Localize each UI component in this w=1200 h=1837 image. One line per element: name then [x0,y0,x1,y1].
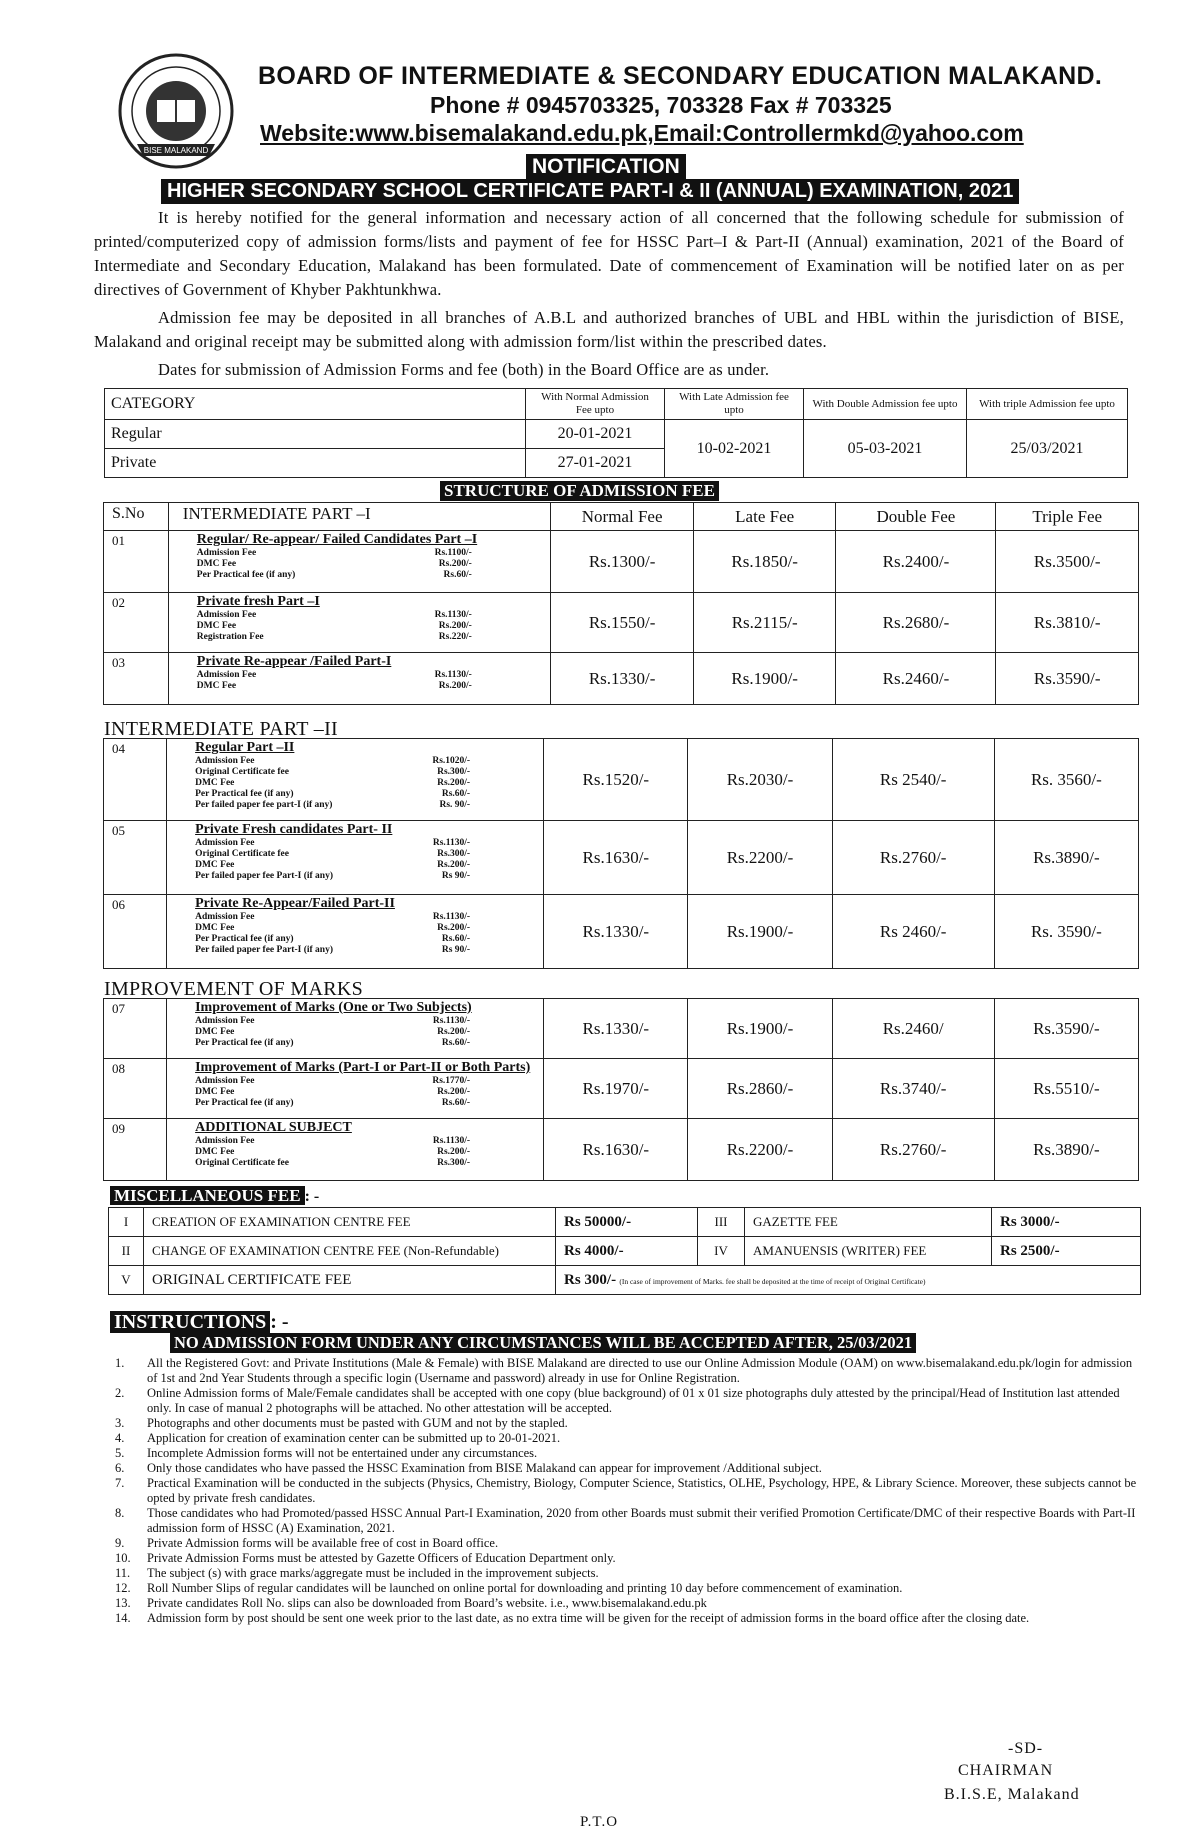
row-description [167,739,544,821]
sno-header: S.No [104,503,169,531]
misc-amount: Rs 4000/- [556,1237,698,1266]
misc-label: CREATION OF EXAMINATION CENTRE FEE [144,1208,556,1237]
row-title: Regular Part –II [195,740,295,755]
instruction-text: Admission form by post should be sent one week prior to the last date, as no extra time will be given for the receipt of admission forms in the board office after the closing date. [147,1611,1030,1625]
instruction-number: 6. [115,1461,125,1475]
triple-fee-header: Triple Fee [996,503,1139,531]
misc-no: III [698,1208,745,1237]
private-normal-date: 27-01-2021 [526,449,665,478]
structure-heading: STRUCTURE OF ADMISSION FEE [440,481,719,501]
fee-row [104,531,1139,593]
fee-component: Per Practical fee (if any) Rs.60/- [195,1098,471,1108]
instruction-item [115,1566,1137,1581]
fee-component: DMC Fee Rs.200/- [195,778,471,788]
double-fee: Rs.2400/- [836,531,996,593]
row-sno: 02 [104,593,169,653]
fee-component: Admission Fee Rs.1130/- [196,610,472,620]
late-fee: Rs.2030/- [688,739,832,821]
row-sno: 08 [104,1059,167,1119]
instruction-text: Incomplete Admission forms will not be entertained under any circumstances. [147,1446,538,1460]
late-date: 10-02-2021 [665,420,804,478]
double-fee: Rs 2460/- [832,895,994,969]
instruction-text: All the Registered Govt: and Private Institutions (Male & Female) with BISE Malakand are directed to use our Online Admission Module (OAM) on www.bisemalakand.edu.pk/login for admission of 1st and 2nd Year Students through a specific login (Username and password) already in use for Online Registration. [147,1356,1133,1385]
misc-no: V [109,1266,144,1295]
row-description [167,895,544,969]
late-fee: Rs.2200/- [688,1119,832,1181]
part1-header: INTERMEDIATE PART –I [168,503,551,531]
fee-component: Per failed paper fee Part-I (if any) Rs 90/- [195,945,471,955]
dates-table [104,388,1128,478]
triple-fee: Rs.3890/- [994,1119,1138,1181]
double-fee: Rs.3740/- [832,1059,994,1119]
instruction-text: The subject (s) with grace marks/aggregate must be included in the improvement subjects. [147,1566,599,1580]
double-fee: Rs.2760/- [832,1119,994,1181]
normal-fee: Rs.1630/- [544,821,688,895]
fee-table-improvement [103,998,1139,1181]
late-fee: Rs.1900/- [688,999,832,1059]
instruction-item [115,1356,1137,1386]
row-title: ADDITIONAL SUBJECT [195,1120,352,1135]
row-description [167,821,544,895]
intro-paragraph-2: Admission fee may be deposited in all branches of A.B.L and authorized branches of UBL and HBL within the jurisdiction of BISE, Malakand and original receipt may be submitted along with admission form/list within the prescribed dates. [94,308,1124,351]
instruction-text: Only those candidates who have passed the HSSC Examination from BISE Malakand can appear for improvement /Additional subject. [147,1461,822,1475]
instruction-text: Private Admission forms will be available free of cost in Board office. [147,1536,499,1550]
late-fee: Rs.1900/- [688,895,832,969]
instructions-suffix: : - [270,1311,289,1333]
normal-fee: Rs.1300/- [551,531,694,593]
fee-row [104,999,1139,1059]
fee-component: Admission Fee Rs.1130/- [196,670,472,680]
instruction-number: 13. [115,1596,131,1610]
fee-component: Original Certificate fee Rs.300/- [195,1158,471,1168]
col-late-header: With Late Admission fee upto [665,389,804,420]
triple-fee: Rs.3590/- [996,653,1139,705]
triple-date: 25/03/2021 [967,420,1128,478]
instruction-item [115,1461,1137,1476]
fee-row [104,1059,1139,1119]
instruction-text: Roll Number Slips of regular candidates will be launched on online portal for downloading and printing 10 day before commencement of examination. [147,1581,903,1595]
normal-fee: Rs.1330/- [544,999,688,1059]
private-label: Private [105,449,526,478]
fee-component: Admission Fee Rs.1130/- [195,1016,471,1026]
fee-component: Original Certificate fee Rs.300/- [195,767,471,777]
fee-component: Per Practical fee (if any) Rs.60/- [196,570,472,580]
row-sno: 09 [104,1119,167,1181]
deadline-banner: NO ADMISSION FORM UNDER ANY CIRCUMSTANCES WILL BE ACCEPTED AFTER, 25/03/2021 [170,1333,916,1353]
regular-label: Regular [105,420,526,449]
instruction-number: 11. [115,1566,131,1580]
fee-row [104,821,1139,895]
misc-amount: Rs 3000/- [992,1208,1141,1237]
misc-label: CHANGE OF EXAMINATION CENTRE FEE (Non-Refundable) [144,1237,556,1266]
instruction-number: 9. [115,1536,125,1550]
instruction-item [115,1476,1137,1506]
normal-fee: Rs.1330/- [551,653,694,705]
instruction-text: Those candidates who had Promoted/passed HSSC Annual Part-I Examination, 2020 from other Boards must submit their verified Promotion Certificate/DMC of their respective Boards with Part-II admission form of HSSC (A) Examination, 2021. [147,1506,1136,1535]
misc-label: GAZETTE FEE [745,1208,992,1237]
fee-row [104,895,1139,969]
instruction-item [115,1386,1137,1416]
row-title: Private Fresh candidates Part- II [195,822,393,837]
normal-fee: Rs.1630/- [544,1119,688,1181]
instruction-item [115,1536,1137,1551]
late-fee: Rs.2200/- [688,821,832,895]
row-title: Improvement of Marks (Part-I or Part-II or Both Parts) [195,1060,531,1075]
row-title: Regular/ Re-appear/ Failed Candidates Part –I [196,532,478,547]
row-sno: 07 [104,999,167,1059]
row-title: Improvement of Marks (One or Two Subjects) [195,1000,472,1015]
intro-paragraph-3: Dates for submission of Admission Forms and fee (both) in the Board Office are as under. [158,360,770,379]
col-normal-header: With Normal Admission Fee upto [526,389,665,420]
fee-component: Original Certificate fee Rs.300/- [195,849,471,859]
instruction-item [115,1446,1137,1461]
normal-fee: Rs.1520/- [544,739,688,821]
row-description [168,593,551,653]
double-fee: Rs.2460/ [832,999,994,1059]
instruction-number: 3. [115,1416,125,1430]
row-title: Private fresh Part –I [196,594,320,609]
instruction-text: Private Admission Forms must be attested by Gazette Officers of Education Department only. [147,1551,616,1565]
row-description [168,531,551,593]
instruction-number: 8. [115,1506,125,1520]
triple-fee: Rs.5510/- [994,1059,1138,1119]
normal-fee: Rs.1550/- [551,593,694,653]
fee-row [104,739,1139,821]
col-double-header: With Double Admission fee upto [804,389,967,420]
row-description [168,653,551,705]
fee-component: Admission Fee Rs.1130/- [195,838,471,848]
double-fee: Rs.2760/- [832,821,994,895]
double-fee: Rs.2680/- [836,593,996,653]
fee-component: DMC Fee Rs.200/- [196,621,472,631]
instruction-number: 14. [115,1611,131,1625]
triple-fee: Rs.3810/- [996,593,1139,653]
triple-fee: Rs. 3590/- [994,895,1138,969]
late-fee-header: Late Fee [693,503,836,531]
fee-component: DMC Fee Rs.200/- [196,559,472,569]
instruction-item [115,1416,1137,1431]
row-sno: 03 [104,653,169,705]
col-triple-header: With triple Admission fee upto [967,389,1128,420]
instruction-number: 10. [115,1551,131,1565]
misc-label: ORIGINAL CERTIFICATE FEE [144,1266,556,1295]
notification-heading: NOTIFICATION [526,154,686,180]
double-fee: Rs.2460/- [836,653,996,705]
row-sno: 01 [104,531,169,593]
instruction-text: Practical Examination will be conducted in the subjects (Physics, Chemistry, Biology, Computer Science, Statistics, OLHE, Psychology, HPE, & Library Science. Moreover, these subjects cannot be opted by private fresh candidates. [147,1476,1137,1505]
fee-component: Per failed paper fee part-I (if any) Rs. 90/- [195,800,471,810]
fee-component: DMC Fee Rs.200/- [195,1087,471,1097]
fee-row [104,593,1139,653]
triple-fee: Rs.3890/- [994,821,1138,895]
late-fee: Rs.1850/- [693,531,836,593]
row-sno: 06 [104,895,167,969]
board-website-link[interactable]: Website:www.bisemalakand.edu.pk,Email:Controllermkd@yahoo.com [260,120,1024,146]
fee-component: Admission Fee Rs.1770/- [195,1076,471,1086]
misc-no: IV [698,1237,745,1266]
normal-fee-header: Normal Fee [551,503,694,531]
improvement-heading: IMPROVEMENT OF MARKS [104,978,364,1000]
part2-rows [104,739,1139,969]
pto-label: P.T.O [580,1814,619,1830]
board-phone: Phone # 0945703325, 703328 Fax # 703325 [430,92,892,118]
fee-component: Per Practical fee (if any) Rs.60/- [195,789,471,799]
fee-component: Per Practical fee (if any) Rs.60/- [195,1038,471,1048]
fee-component: Registration Fee Rs.220/- [196,632,472,642]
late-fee: Rs.2860/- [688,1059,832,1119]
late-fee: Rs.2115/- [693,593,836,653]
part2-heading: INTERMEDIATE PART –II [104,718,338,740]
signature-sd: -SD- [1008,1740,1044,1757]
fee-component: DMC Fee Rs.200/- [195,1027,471,1037]
instruction-number: 12. [115,1581,131,1595]
category-header: CATEGORY [105,389,526,420]
triple-fee: Rs.3590/- [994,999,1138,1059]
triple-fee: Rs.3500/- [996,531,1139,593]
normal-fee: Rs.1970/- [544,1059,688,1119]
triple-fee: Rs. 3560/- [994,739,1138,821]
fee-table-part2 [103,738,1139,969]
row-description [167,999,544,1059]
row-title: Private Re-appear /Failed Part-I [196,654,392,669]
instruction-text: Online Admission forms of Male/Female candidates shall be accepted with one copy (blue background) of 01 x 01 size photographs duly attested by the principal/Head of Institution last attended only. In case of manual 2 photographs will be attached. No other attestation will be accepted. [147,1386,1120,1415]
fee-component: Admission Fee Rs.1130/- [195,1136,471,1146]
misc-label: AMANUENSIS (WRITER) FEE [745,1237,992,1266]
misc-amount-note: Rs 300/- (In case of improvement of Marks. fee shall be deposited at the time of receipt of Original Certificate) [556,1266,1141,1295]
row-sno: 05 [104,821,167,895]
instructions-heading: INSTRUCTIONS [110,1311,270,1333]
fee-component: Admission Fee Rs.1100/- [196,548,472,558]
part1-rows [104,531,1139,705]
instructions-heading-wrap [110,1311,289,1334]
misc-amount: Rs 50000/- [556,1208,698,1237]
row-description [167,1119,544,1181]
row-title: Private Re-Appear/Failed Part-II [195,896,395,911]
misc-no: I [109,1208,144,1237]
instruction-number: 2. [115,1386,125,1400]
regular-normal-date: 20-01-2021 [526,420,665,449]
late-fee: Rs.1900/- [693,653,836,705]
instruction-item [115,1581,1137,1596]
fee-row [104,653,1139,705]
fee-component: DMC Fee Rs.200/- [195,860,471,870]
instructions-list [115,1356,1137,1626]
misc-fee-table [108,1207,1141,1295]
fee-component: Per Practical fee (if any) Rs.60/- [195,934,471,944]
normal-fee: Rs.1330/- [544,895,688,969]
instruction-number: 7. [115,1476,125,1490]
intro-paragraph-1: It is hereby notified for the general information and necessary action of all concerned that the following schedule for submission of printed/computerized copy of admission forms/lists and payment of fee for HSSC Part–I & Part-II (Annual) examination, 2021 of the Board of Intermediate and Secondary Education, Malakand has been formulated. Date of commencement of Examination will be notified later on as per directives of Government of Khyber Pakhtunkhwa. [94,208,1124,299]
double-date: 05-03-2021 [804,420,967,478]
fee-component: DMC Fee Rs.200/- [195,923,471,933]
instruction-number: 5. [115,1446,125,1460]
signature-org: B.I.S.E, Malakand [944,1786,1080,1803]
instruction-text: Private candidates Roll No. slips can also be downloaded from Board’s website. i.e., www.bisemalakand.edu.pk [147,1596,707,1610]
misc-no: II [109,1237,144,1266]
instruction-item [115,1596,1137,1611]
double-fee: Rs 2540/- [832,739,994,821]
fee-component: Per failed paper fee Part-I (if any) Rs 90/- [195,871,471,881]
board-logo-icon [117,52,235,170]
improvement-rows [104,999,1139,1181]
fee-component: DMC Fee Rs.200/- [195,1147,471,1157]
svg-text:BISE MALAKAND: BISE MALAKAND [143,146,209,155]
fee-component: Admission Fee Rs.1020/- [195,756,471,766]
instruction-item [115,1431,1137,1446]
double-fee-header: Double Fee [836,503,996,531]
instruction-item [115,1506,1137,1536]
misc-suffix: : - [304,1188,320,1205]
exam-title: HIGHER SECONDARY SCHOOL CERTIFICATE PART-I & II (ANNUAL) EXAMINATION, 2021 [161,179,1019,204]
misc-heading: MISCELLANEOUS FEE [110,1186,305,1205]
row-sno: 04 [104,739,167,821]
misc-heading-wrap [110,1186,319,1206]
instruction-text: Application for creation of examination center can be submitted up to 20-01-2021. [147,1431,561,1445]
fee-component: Admission Fee Rs.1130/- [195,912,471,922]
fee-row [104,1119,1139,1181]
misc-amount: Rs 2500/- [992,1237,1141,1266]
signature-title: CHAIRMAN [958,1762,1054,1779]
row-description [167,1059,544,1119]
board-name: BOARD OF INTERMEDIATE & SECONDARY EDUCATION MALAKAND. [258,62,1103,90]
instruction-item [115,1611,1137,1626]
instruction-number: 4. [115,1431,125,1445]
instruction-text: Photographs and other documents must be pasted with GUM and not by the stapled. [147,1416,568,1430]
fee-component: DMC Fee Rs.200/- [196,681,472,691]
instruction-item [115,1551,1137,1566]
fee-table-part1 [103,502,1139,705]
instruction-number: 1. [115,1356,125,1370]
